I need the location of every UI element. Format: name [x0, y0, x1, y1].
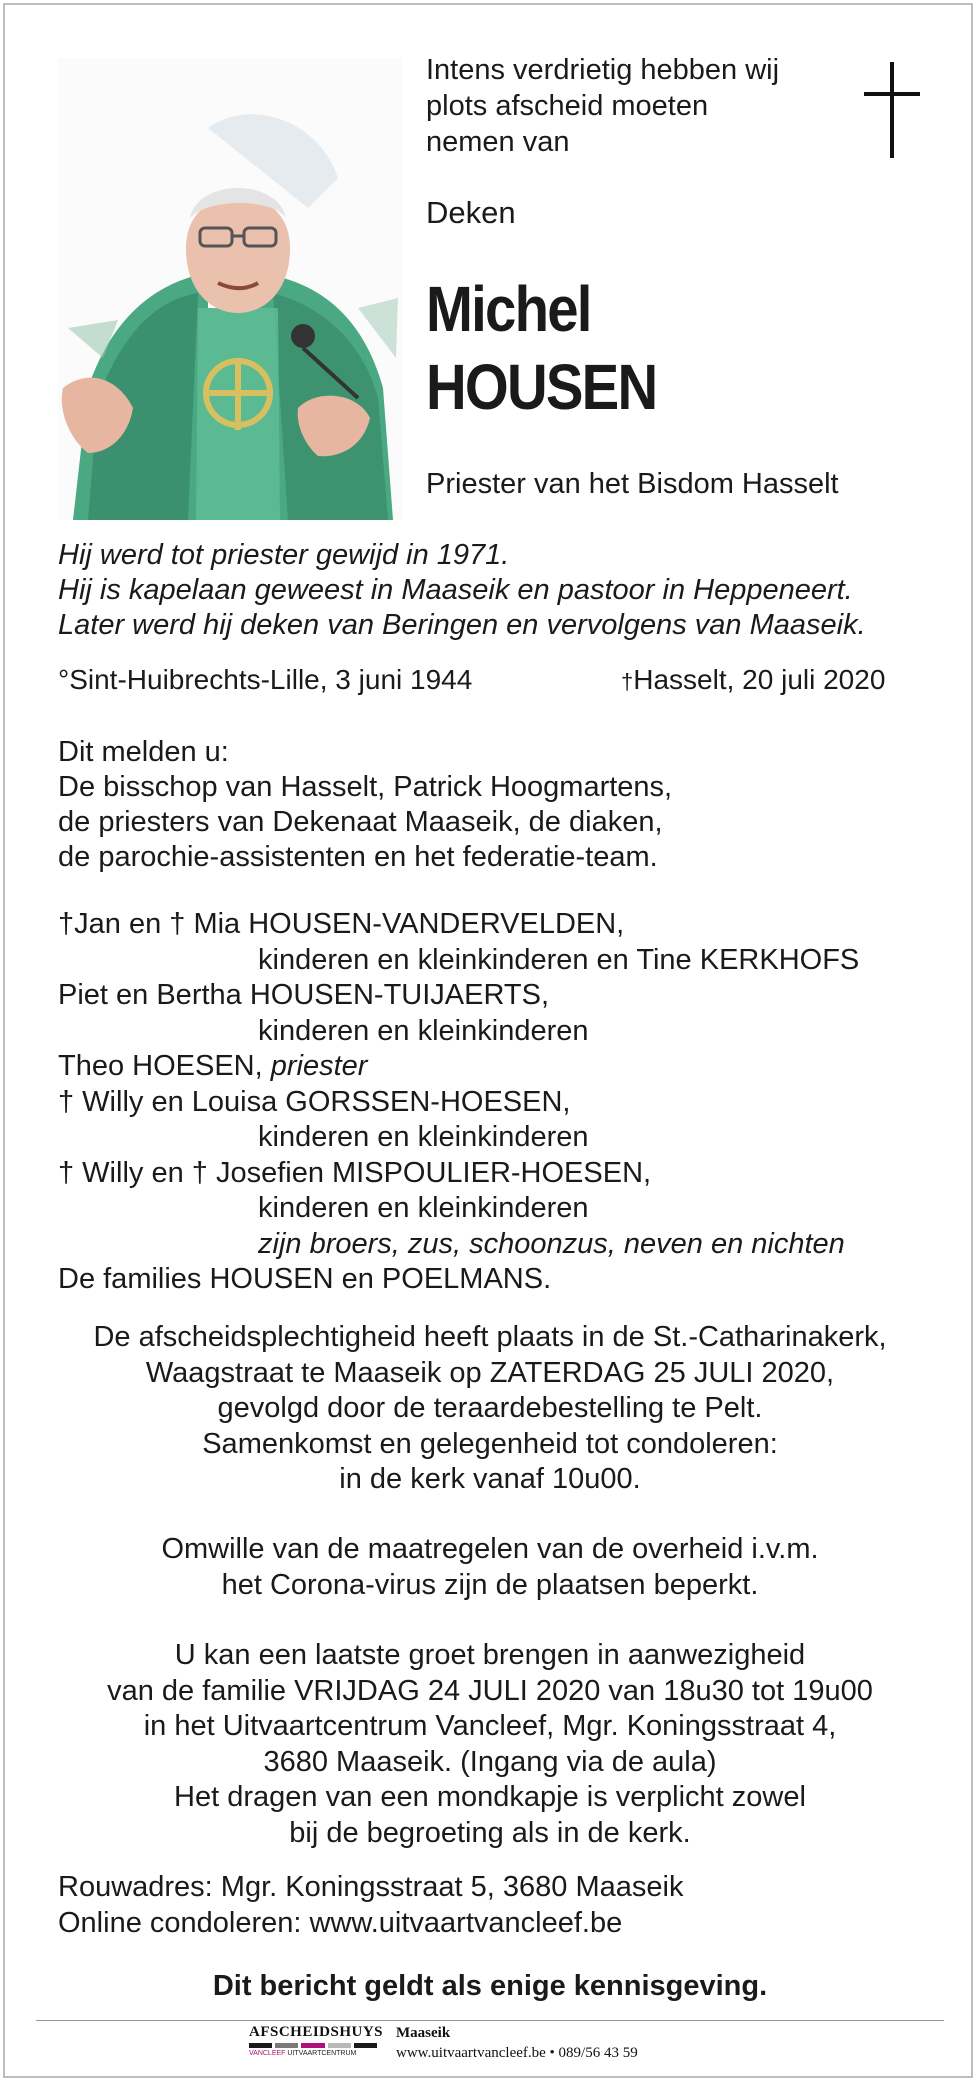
first-name: Michel: [426, 273, 591, 345]
visitation-line: U kan een laatste groet brengen in aanwezigheid: [174, 1639, 806, 1671]
notice-statement: Dit bericht geldt als enige kennisgeving.: [212, 1970, 768, 2002]
family-line: †Jan en † Mia HOUSEN-VANDERVELDEN,: [58, 908, 625, 940]
family-line: † Willy en Louisa GORSSEN-HOESEN,: [58, 1085, 571, 1118]
logo-subtitle: [249, 2050, 377, 2057]
last-name: HOUSEN: [426, 351, 657, 423]
deceased-name: [426, 270, 656, 426]
logo-center: UITVAARTCENTRUM: [287, 2050, 357, 2057]
announce-line: de parochie-assistenten en het federatie-team.: [58, 841, 658, 873]
funeral-home-info: [396, 2023, 638, 2063]
deceased-title: Deken: [426, 195, 516, 230]
ceremony-line: gevolgd door de teraardebestelling te Pelt.: [217, 1392, 763, 1424]
family-line: kinderen en kleinkinderen: [258, 1014, 589, 1047]
intro-line: Intens verdrietig hebben wij: [426, 54, 780, 86]
family-line: [58, 1049, 938, 1085]
visitation-info: [40, 1638, 940, 1851]
family-list: [58, 907, 938, 1298]
visitation-line: 3680 Maaseik. (Ingang via de aula): [263, 1745, 717, 1778]
funeral-home-contact: www.uitvaartvancleef.be • 089/56 43 59: [396, 2045, 638, 2061]
cross-icon: [864, 62, 920, 158]
intro-line: nemen van: [426, 126, 570, 158]
logo-color-bar: [249, 2043, 377, 2048]
bio-line: Hij werd tot priester gewijd in 1971.: [58, 539, 510, 571]
ceremony-line: Samenkomst en gelegenheid tot condoleren:: [202, 1427, 778, 1460]
funeral-home-logo: [249, 2024, 384, 2068]
mourning-address: Rouwadres: Mgr. Koningsstraat 5, 3680 Maaseik: [58, 1871, 684, 1903]
visitation-line: bij de begroeting als in de kerk.: [289, 1816, 691, 1849]
logo-bar-segment: [328, 2043, 351, 2048]
bio-line: Hij is kapelaan geweest in Maaseik en pastoor in Heppeneert.: [58, 574, 853, 606]
family-line: kinderen en kleinkinderen en Tine KERKHOFS: [258, 943, 860, 976]
corona-info: [40, 1532, 940, 1603]
family-line: Piet en Bertha HOUSEN-TUIJAERTS,: [58, 979, 550, 1011]
logo-bar-segment: [275, 2043, 298, 2048]
visitation-line: Het dragen van een mondkapje is verplicht zowel: [174, 1781, 806, 1813]
logo-brand: VANCLEEF: [249, 2050, 286, 2057]
family-line: zijn broers, zus, schoonzus, neven en nichten: [258, 1227, 845, 1260]
announce-line: Dit melden u:: [58, 736, 229, 768]
family-line: † Willy en † Josefien MISPOULIER-HOESEN,: [58, 1156, 652, 1189]
ceremony-line: Waagstraat te Maaseik op ZATERDAG 25 JULI 2020,: [145, 1356, 835, 1389]
death-symbol: †: [621, 669, 634, 694]
logo-bar-segment: [249, 2043, 272, 2048]
address-info: [58, 1870, 938, 1941]
intro-line: plots afscheid moeten: [426, 90, 709, 122]
corona-line: het Corona-virus zijn de plaatsen beperkt.: [221, 1568, 759, 1601]
online-condolence: Online condoleren: www.uitvaartvancleef.be: [58, 1906, 623, 1939]
logo-name: AFSCHEIDSHUYS: [249, 2024, 384, 2040]
footer-divider: [36, 2020, 944, 2021]
visitation-line: in het Uitvaartcentrum Vancleef, Mgr. Koningsstraat 4,: [143, 1710, 837, 1742]
family-line: kinderen en kleinkinderen: [258, 1121, 589, 1153]
family-name: Theo HOESEN,: [58, 1050, 271, 1082]
deceased-subtitle: Priester van het Bisdom Hasselt: [426, 468, 839, 500]
ceremony-info: [40, 1320, 940, 1498]
visitation-line: van de familie VRIJDAG 24 JULI 2020 van 18u30 tot 19u00: [107, 1674, 873, 1707]
death-date: [621, 664, 885, 696]
deceased-portrait: [58, 58, 403, 520]
biography: [58, 538, 938, 643]
bio-line: Later werd hij deken van Beringen en vervolgens van Maaseik.: [58, 609, 866, 641]
family-line: kinderen en kleinkinderen: [258, 1192, 589, 1224]
death-date-text: Hasselt, 20 juli 2020: [633, 664, 886, 695]
funeral-home-city: Maaseik: [396, 2025, 451, 2041]
logo-bar-segment: [354, 2043, 377, 2048]
announce-line: De bisschop van Hasselt, Patrick Hoogmartens,: [58, 771, 673, 803]
announce-line: de priesters van Dekenaat Maaseik, de diaken,: [58, 806, 663, 838]
ceremony-line: De afscheidsplechtigheid heeft plaats in de St.-Catharinakerk,: [93, 1321, 887, 1353]
ceremony-line: in de kerk vanaf 10u00.: [339, 1463, 641, 1495]
corona-line: Omwille van de maatregelen van de overheid i.v.m.: [161, 1533, 819, 1565]
family-line: De families HOUSEN en POELMANS.: [58, 1263, 552, 1295]
birth-date: °Sint-Huibrechts-Lille, 3 juni 1944: [58, 664, 473, 695]
intro-text: [426, 52, 846, 160]
logo-bar-segment: [301, 2043, 324, 2048]
family-role: priester: [270, 1050, 368, 1082]
announcement: [58, 735, 938, 875]
